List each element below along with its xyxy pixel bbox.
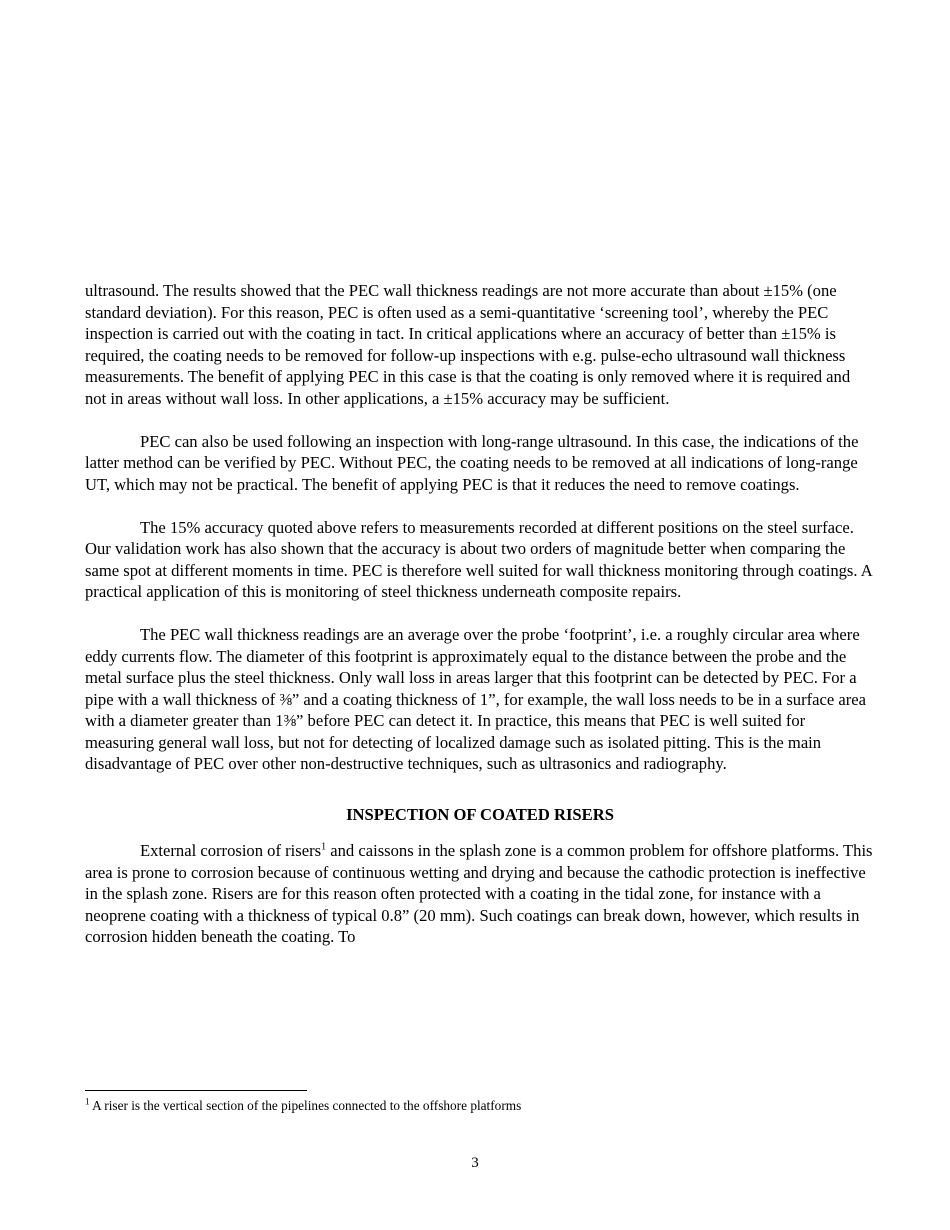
paragraph-coated-risers-start: External corrosion of risers	[140, 841, 322, 860]
footnote-separator	[85, 1090, 307, 1091]
body-text	[85, 280, 875, 969]
paragraph-coated-risers	[85, 840, 875, 948]
paragraph-long-range-ultrasound: PEC can also be used following an inspection with long-range ultrasound. In this case, the indications of the latter method can be verified by PEC. Without PEC, the coating needs to be removed at all indications of long-range UT, which may not be practical. The benefit of applying PEC is that it reduces the need to remove coatings.	[85, 431, 859, 494]
paragraph-pec-accuracy: ultrasound. The results showed that the PEC wall thickness readings are not more accurate than about ±15% (one standard deviation). For this reason, PEC is often used as a semi-quantitative ‘screening tool’, whereby the PEC inspection is carried out with the coating in tact. In critical applications where an accuracy of better than ±15% is required, the coating needs to be removed for follow-up inspections with e.g. pulse-echo ultrasound wall thickness measurements. The benefit of applying PEC in this case is that the coating is only removed where it is required and not in areas without wall loss. In other applications, a ±15% accuracy may be sufficient.	[85, 281, 851, 408]
paragraph-probe-footprint: The PEC wall thickness readings are an average over the probe ‘footprint’, i.e. a roughly circular area where eddy currents flow. The diameter of this footprint is approximately equal to the distance between the probe and the metal surface plus the steel thickness. Only wall loss in areas larger that this footprint can be detected by PEC. For a pipe with a wall thickness of ⅜” and a coating thickness of 1”, for example, the wall loss needs to be in a surface area with a diameter greater than 1⅜” before PEC can detect it. In practice, this means that PEC is well suited for measuring general wall loss, but not for detecting of localized damage such as isolated pitting. This is the main disadvantage of PEC over other non-destructive techniques, such as ultrasonics and radiography.	[85, 625, 867, 773]
footnote-reference[interactable]: 1	[321, 841, 327, 853]
footnote-marker: 1	[85, 1096, 90, 1107]
section-heading: INSPECTION OF COATED RISERS	[346, 804, 614, 824]
paragraph-coated-risers-rest: and caissons in the splash zone is a common problem for offshore platforms. This area is prone to corrosion because of continuous wetting and drying and because the cathodic protection is ineffective in the splash zone. Risers are for this reason often protected with a coating in the tidal zone, for instance with a neoprene coating with a thickness of typical 0.8” (20 mm). Such coatings can break down, however, which results in corrosion hidden beneath the coating. To	[85, 841, 873, 946]
paragraph-thickness-monitoring: The 15% accuracy quoted above refers to measurements recorded at different positions on the steel surface. Our validation work has also shown that the accuracy is about two orders of magnitude better when comparing the same spot at different moments in time. PEC is therefore well suited for wall thickness monitoring through coatings. A practical application of this is monitoring of steel thickness underneath composite repairs.	[85, 517, 872, 601]
footnote	[85, 1098, 875, 1114]
page-number: 3	[471, 1155, 479, 1171]
footnote-text: A riser is the vertical section of the pipelines connected to the offshore platforms	[89, 1098, 522, 1113]
